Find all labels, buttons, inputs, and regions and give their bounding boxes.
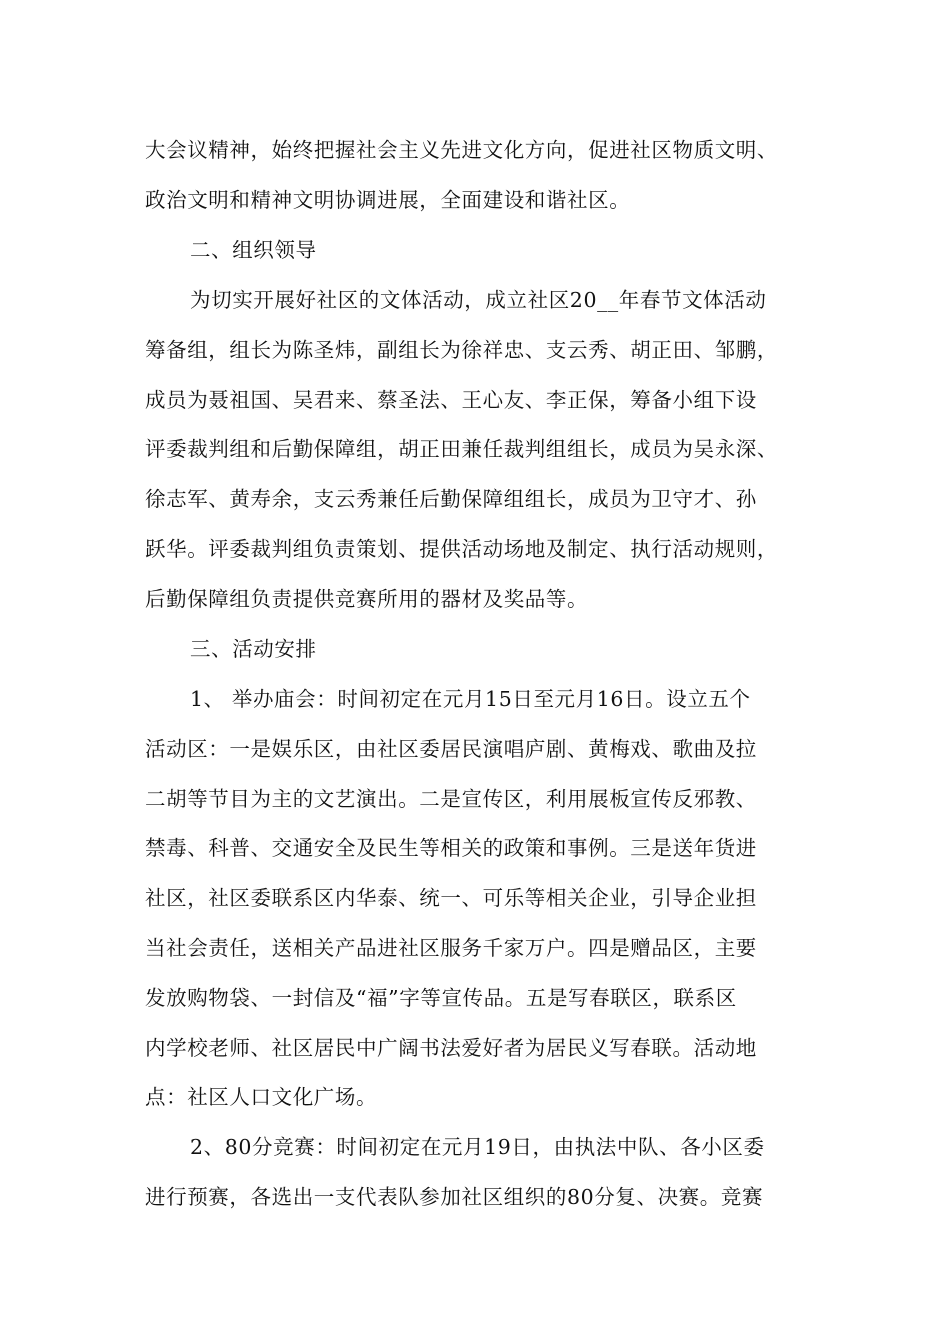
text-line-17: 当社会责任，送相关产品进社区服务千家万户。四是赠品区，主要: [145, 936, 757, 960]
text-line-20: 点：社区人口文化广场。: [145, 1085, 378, 1109]
text-line-5: 筹备组，组长为陈圣炜，副组长为徐祥忠、支云秀、胡正田、邹鹏，: [145, 338, 778, 362]
text-line-10: 后勤保障组负责提供竞赛所用的器材及奖品等。: [145, 587, 589, 611]
text-line-14: 二胡等节目为主的文艺演出。二是宣传区，利用展板宣传反邪教、: [145, 787, 757, 811]
text-line-12: 1、 举办庙会：时间初定在元月15日至元月16日。设立五个: [190, 687, 751, 711]
text-line-15: 禁毒、科普、交通安全及民生等相关的政策和事例。三是送年货进: [145, 836, 757, 860]
text-line-13: 活动区：一是娱乐区，由社区委居民演唱庐剧、黄梅戏、歌曲及拉: [145, 737, 757, 761]
section-heading-activities: 三、活动安排: [190, 637, 317, 661]
text-line-16: 社区，社区委联系区内华泰、统一、可乐等相关企业，引导企业担: [145, 886, 757, 910]
text-line-8: 徐志军、黄寿余，支云秀兼任后勤保障组组长，成员为卫守才、孙: [145, 487, 757, 511]
text-line-19: 内学校老师、社区居民中广阔书法爱好者为居民义写春联。活动地: [145, 1036, 757, 1060]
text-line-22: 进行预赛，各选出一支代表队参加社区组织的80分复、决赛。竞赛: [145, 1185, 764, 1209]
text-line-4: 为切实开展好社区的文体活动，成立社区20__年春节文体活动: [190, 288, 767, 312]
text-line-21: 2、80分竞赛：时间初定在元月19日，由执法中队、各小区委: [190, 1135, 765, 1159]
text-line-7: 评委裁判组和后勤保障组，胡正田兼任裁判组组长，成员为吴永深、: [145, 437, 778, 461]
text-line-9: 跃华。评委裁判组负责策划、提供活动场地及制定、执行活动规则，: [145, 537, 778, 561]
text-line-18: 发放购物袋、一封信及“福”字等宣传品。五是写春联区，联系区: [145, 986, 737, 1010]
text-line-2: 政治文明和精神文明协调进展，全面建设和谐社区。: [145, 188, 631, 212]
text-line-6: 成员为聂祖国、吴君来、蔡圣法、王心友、李正保，筹备小组下设: [145, 388, 757, 412]
section-heading-organization: 二、组织领导: [190, 238, 317, 262]
text-line-1: 大会议精神，始终把握社会主义先进文化方向，促进社区物质文明、: [145, 138, 778, 162]
